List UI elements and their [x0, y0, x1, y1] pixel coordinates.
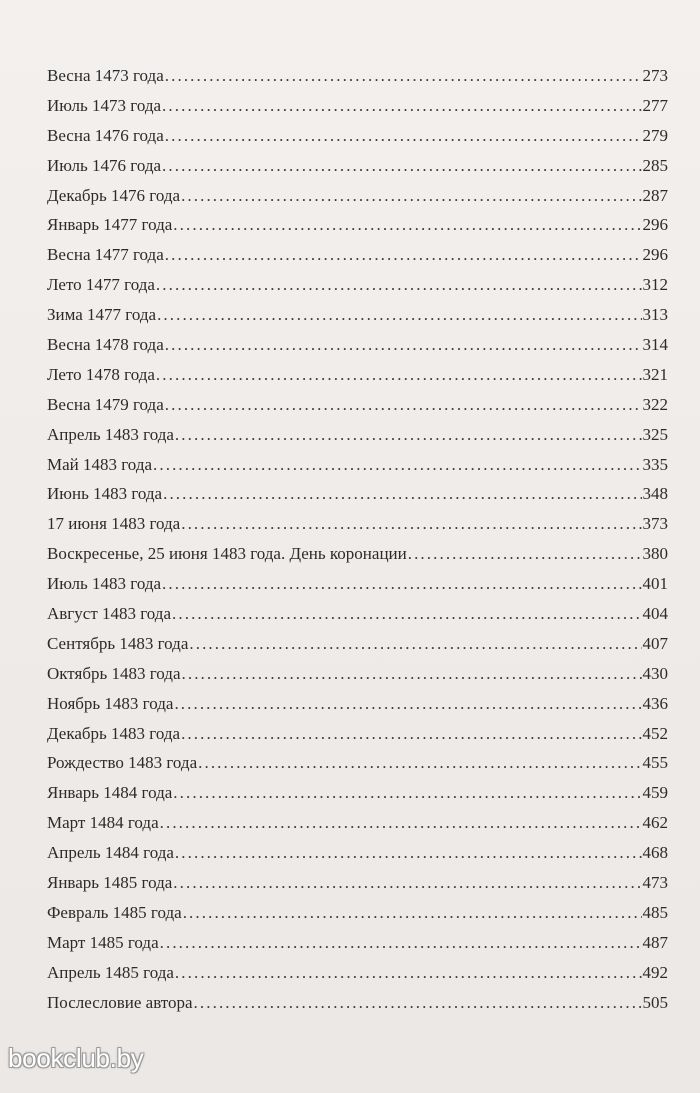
toc-entry-title: Июль 1473 года [47, 95, 162, 115]
toc-entry-page-number: 285 [642, 155, 668, 175]
toc-entry-page-number: 430 [642, 663, 668, 683]
toc-entry-page-number: 407 [642, 633, 668, 653]
toc-entry [47, 210, 668, 240]
toc-leader-dots [175, 420, 642, 450]
toc-entry-title: Ноябрь 1483 года [47, 693, 174, 713]
toc-entry-page-number: 325 [642, 424, 668, 444]
toc-entry [47, 360, 668, 390]
toc-entry-title: Март 1484 года [47, 813, 159, 833]
toc-entry [47, 689, 668, 719]
toc-entry-title: Лето 1478 года [47, 364, 155, 384]
toc-leader-dots [175, 958, 642, 988]
toc-leader-dots [183, 898, 642, 928]
toc-entry-page-number: 462 [642, 813, 668, 833]
toc-leader-dots [181, 509, 641, 539]
toc-leader-dots [160, 928, 642, 958]
toc-leader-dots [165, 330, 642, 360]
toc-entry [47, 748, 668, 778]
toc-entry-page-number: 335 [642, 454, 668, 474]
toc-entry [47, 958, 668, 988]
toc-entry-page-number: 436 [642, 693, 668, 713]
toc-entry [47, 390, 668, 420]
toc-entry [47, 509, 668, 539]
toc-leader-dots [156, 360, 642, 390]
toc-entry-page-number: 487 [642, 932, 668, 952]
toc-entry [47, 838, 668, 868]
toc-entry [47, 151, 668, 181]
toc-leader-dots [165, 390, 642, 420]
toc-entry-page-number: 459 [642, 783, 668, 803]
toc-leader-dots [181, 719, 641, 749]
toc-entry-page-number: 348 [642, 484, 668, 504]
toc-entry-title: Сентябрь 1483 года [47, 633, 189, 653]
toc-entry-title: Август 1483 года [47, 604, 172, 624]
toc-entry-title: Июль 1476 года [47, 155, 162, 175]
toc-entry-page-number: 273 [642, 66, 668, 85]
toc-entry [47, 868, 668, 898]
toc-entry-page-number: 287 [642, 185, 668, 205]
toc-entry [47, 599, 668, 629]
toc-entry [47, 898, 668, 928]
toc-entry-title: Январь 1484 года [47, 783, 173, 803]
table-of-contents [47, 61, 668, 1018]
toc-entry [47, 928, 668, 958]
toc-entry-title: 17 июня 1483 года [47, 514, 181, 534]
toc-entry [47, 61, 668, 91]
toc-leader-dots [174, 689, 641, 719]
toc-leader-dots [160, 808, 642, 838]
toc-entry-page-number: 277 [642, 95, 668, 115]
toc-entry-title: Воскресенье, 25 июня 1483 года. День коронации [47, 544, 407, 564]
toc-entry-title: Март 1485 года [47, 932, 159, 952]
toc-entry-title: Рождество 1483 года [47, 753, 198, 773]
toc-entry [47, 420, 668, 450]
toc-entry-page-number: 322 [642, 394, 668, 414]
toc-leader-dots [173, 778, 641, 808]
toc-entry-title: Весна 1473 года [47, 66, 164, 85]
toc-entry [47, 121, 668, 151]
toc-leader-dots [162, 91, 641, 121]
toc-entry-title: Лето 1477 года [47, 275, 155, 295]
toc-entry-title: Июнь 1483 года [47, 484, 163, 504]
toc-entry-title: Январь 1477 года [47, 215, 173, 235]
toc-entry [47, 450, 668, 480]
toc-entry-title: Январь 1485 года [47, 873, 173, 893]
toc-leader-dots [175, 838, 642, 868]
toc-entry [47, 569, 668, 599]
toc-leader-dots [182, 659, 642, 689]
toc-entry-page-number: 401 [642, 574, 668, 594]
toc-entry [47, 240, 668, 270]
toc-entry-page-number: 312 [642, 275, 668, 295]
toc-entry [47, 988, 668, 1018]
toc-entry [47, 330, 668, 360]
toc-entry-page-number: 296 [642, 215, 668, 235]
toc-leader-dots [153, 450, 641, 480]
toc-entry-page-number: 373 [642, 514, 668, 534]
toc-entry [47, 300, 668, 330]
toc-entry-page-number: 404 [642, 604, 668, 624]
toc-entry-page-number: 314 [642, 335, 668, 355]
toc-entry-title: Декабрь 1476 года [47, 185, 181, 205]
toc-entry-title: Апрель 1483 года [47, 424, 174, 444]
toc-leader-dots [165, 61, 642, 91]
toc-entry-title: Весна 1478 года [47, 335, 164, 355]
toc-entry-title: Апрель 1485 года [47, 962, 174, 982]
toc-entry-title: Весна 1477 года [47, 245, 164, 265]
toc-entry-title: Весна 1479 года [47, 394, 164, 414]
toc-entry-page-number: 505 [642, 992, 668, 1012]
toc-entry-title: Зима 1477 года [47, 305, 157, 325]
toc-entry-page-number: 492 [642, 962, 668, 982]
toc-leader-dots [162, 569, 641, 599]
toc-entry [47, 181, 668, 211]
toc-leader-dots [165, 240, 642, 270]
toc-entry [47, 808, 668, 838]
toc-leader-dots [165, 121, 642, 151]
toc-leader-dots [181, 181, 641, 211]
toc-entry [47, 91, 668, 121]
toc-leader-dots [172, 599, 641, 629]
toc-leader-dots [173, 868, 641, 898]
toc-leader-dots [162, 151, 641, 181]
toc-entry-title: Май 1483 года [47, 454, 153, 474]
toc-entry-title: Июль 1483 года [47, 574, 162, 594]
toc-entry-title: Весна 1476 года [47, 125, 164, 145]
toc-entry [47, 659, 668, 689]
toc-entry-title: Апрель 1484 года [47, 843, 174, 863]
toc-entry [47, 539, 668, 569]
toc-entry-title: Октябрь 1483 года [47, 663, 181, 683]
toc-entry [47, 778, 668, 808]
toc-entry-page-number: 455 [642, 753, 668, 773]
toc-entry-page-number: 468 [642, 843, 668, 863]
toc-entry [47, 629, 668, 659]
toc-leader-dots [408, 539, 642, 569]
toc-entry-title: Декабрь 1483 года [47, 723, 181, 743]
toc-entry-title: Послесловие автора [47, 992, 193, 1012]
toc-entry-page-number: 279 [642, 125, 668, 145]
toc-leader-dots [198, 748, 641, 778]
toc-entry [47, 479, 668, 509]
toc-entry [47, 719, 668, 749]
toc-leader-dots [163, 479, 641, 509]
toc-leader-dots [194, 988, 642, 1018]
toc-entry-page-number: 296 [642, 245, 668, 265]
toc-entry [47, 270, 668, 300]
toc-leader-dots [189, 629, 641, 659]
toc-entry-page-number: 321 [642, 364, 668, 384]
toc-entry-page-number: 313 [642, 305, 668, 325]
toc-entry-page-number: 473 [642, 873, 668, 893]
toc-leader-dots [173, 210, 641, 240]
toc-entry-page-number: 452 [642, 723, 668, 743]
bookclub-watermark: bookclub.by [8, 1043, 144, 1073]
toc-leader-dots [157, 300, 641, 330]
toc-entry-title: Февраль 1485 года [47, 902, 182, 922]
toc-entry-page-number: 485 [642, 902, 668, 922]
toc-leader-dots [156, 270, 642, 300]
toc-entry-page-number: 380 [642, 544, 668, 564]
